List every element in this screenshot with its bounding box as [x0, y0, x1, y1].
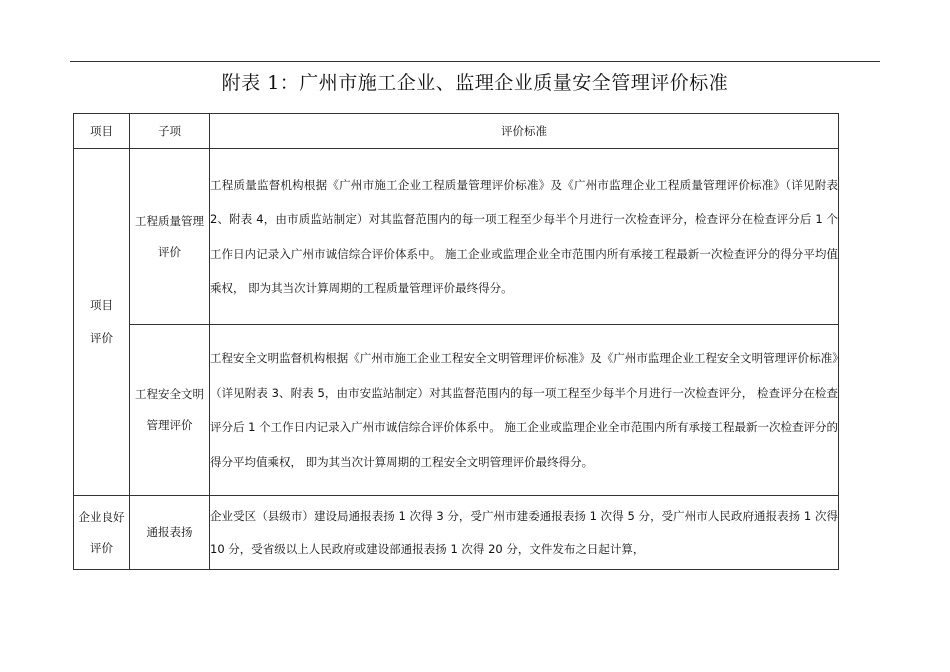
criteria-safety-civilization-management: 工程安全文明监督机构根据《广州市施工企业工程安全文明管理评价标准》及《广州市监理企业工程安全文明管理评价标准》（详见附表 3、附表 5，由市安监站制定）对其监督范围内的每一项工程至少每半个月进行一次检查评分， 检查评分在检查评分后 1 个工作日内记录入广州市诚信综合评价体系中。 施工企业或监理企业全市范围内所有承接工程最新一次检查评分的得分平均值乘权， 即为其当次计算周期的工程安全文明管理评价最终得分。 [210, 325, 839, 496]
header-subitem: 子项 [130, 114, 210, 149]
top-horizontal-rule [70, 61, 880, 62]
header-criteria: 评价标准 [210, 114, 839, 149]
table-row [74, 149, 839, 325]
subitem-safety-civilization-management: 工程安全文明管理评价 [130, 325, 210, 496]
subitem-commendation: 通报表扬 [130, 496, 210, 570]
table-header-row [74, 114, 839, 149]
header-project: 项目 [74, 114, 130, 149]
evaluation-standard-table [73, 113, 839, 570]
document-title: 附表 1：广州市施工企业、监理企业质量安全管理评价标准 [221, 72, 729, 94]
category-project-evaluation: 项目 评价 [74, 149, 130, 496]
table-row [74, 496, 839, 570]
criteria-commendation: 企业受区（县级市）建设局通报表扬 1 次得 3 分，受广州市建委通报表扬 1 次得 5 分，受广州市人民政府通报表扬 1 次得 10 分，受省级以上人民政府或建设部通报表扬 1 次得 20 分，文件发布之日起计算， [210, 496, 839, 570]
category-enterprise-good-evaluation: 企业良好评价 [74, 496, 130, 570]
table-row [74, 325, 839, 496]
subitem-quality-management: 工程质量管理评价 [130, 149, 210, 325]
criteria-quality-management: 工程质量监督机构根据《广州市施工企业工程质量管理评价标准》及《广州市监理企业工程质量管理评价标准》（详见附表 2、附表 4，由市质监站制定）对其监督范围内的每一项工程至少每半个月进行一次检查评分，检查评分在检查评分后 1 个工作日内记录入广州市诚信综合评价体系中。 施工企业或监理企业全市范围内所有承接工程最新一次检查评分的得分平均值乘权， 即为其当次计算周期的工程质量管理评价最终得分。 [210, 149, 839, 325]
